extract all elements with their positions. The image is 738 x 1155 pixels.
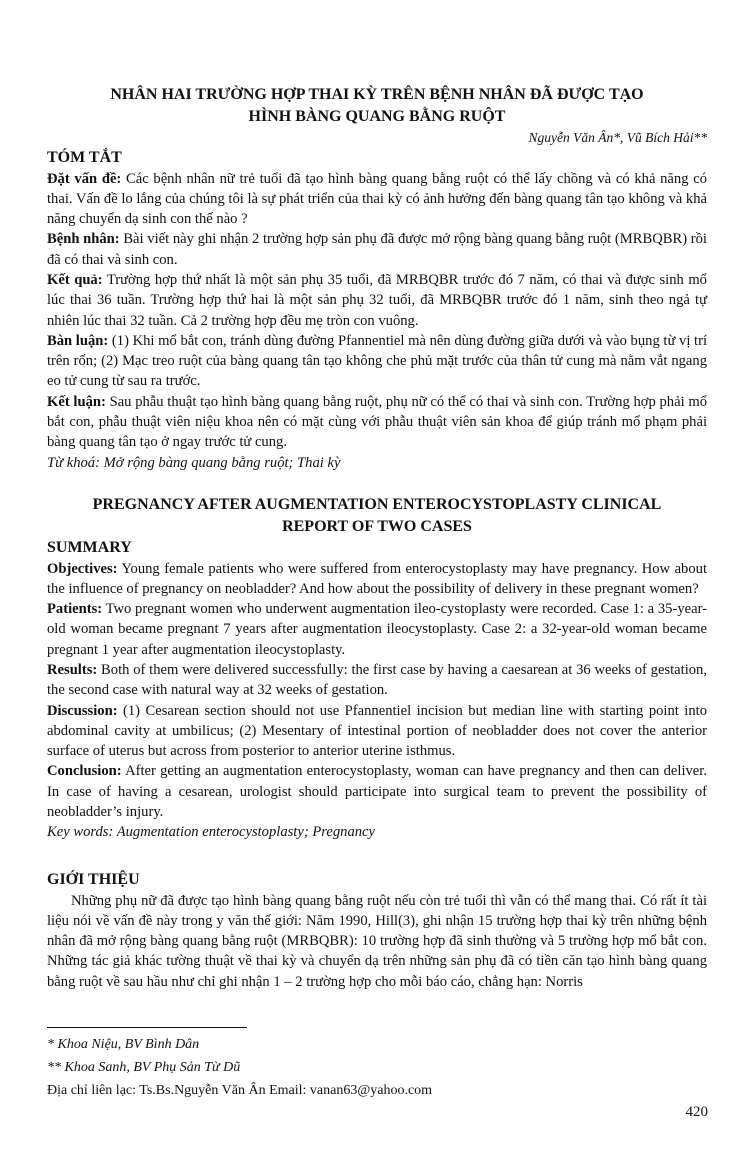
vn-title-line1: NHÂN HAI TRƯỜNG HỢP THAI KỲ TRÊN BỆNH NHÂN ĐÃ ĐƯỢC TẠO	[110, 86, 644, 103]
en-title-line2: REPORT OF TWO CASES	[282, 518, 472, 535]
intro-text: Những phụ nữ đã được tạo hình bàng quang bằng ruột nếu còn trẻ tuổi thì vẫn có thể mang thai. Có rất ít tài liệu nói về vấn đề này trong y văn thế giới: Năm 1990, Hill(3), ghi nhận 15 trường hợp thai kỳ trên những bệnh nhân đã mở rộng bàng quang bằng ruột (MRBQBR): 10 trường hợp đã sinh thường và 5 trường hợp mổ bắt con. Những tác giả khác tường thuật về thai kỳ và chuyển dạ trên những sản phụ đã có tiền căn tạo hình bàng quang bằng ruột về sau hầu như chỉ ghi nhận 1 – 2 trường hợp cho mỗi báo cáo, chẳng hạn: Norris	[47, 892, 707, 990]
section-label: Results:	[47, 661, 98, 678]
en-section	[47, 761, 707, 822]
section-text: Two pregnant women who underwent augmentation ileo-cystoplasty were recorded. Case 1: a 35-year-old woman became pregnant 7 years after augmentation ileocystoplasty. Case 2: a 32-year-old woman became pregnant 1 year after augmentation ileocystoplasty.	[47, 601, 707, 658]
footnote-1: * Khoa Niệu, BV Bình Dân	[47, 1037, 200, 1052]
vn-section	[47, 331, 707, 392]
vn-title-line2: HÌNH BÀNG QUANG BẰNG RUỘT	[248, 108, 506, 125]
contact-info: Địa chỉ liên lạc: Ts.Bs.Nguyễn Văn Ân Email: vanan63@yahoo.com	[47, 1083, 433, 1098]
footnote-2: ** Khoa Sanh, BV Phụ Sản Từ Dũ	[47, 1060, 241, 1075]
vn-section	[47, 392, 707, 453]
section-label: Conclusion:	[47, 763, 122, 780]
section-text: Young female patients who were suffered from enterocystoplasty may have pregnancy. How about the influence of pregnancy on neobladder? And how about the possibility of delivery in these pregnant women?	[47, 560, 707, 597]
vn-section	[47, 169, 707, 230]
section-label: Patients:	[47, 601, 103, 618]
en-title-line1: PREGNANCY AFTER AUGMENTATION ENTEROCYSTOPLASTY CLINICAL	[92, 496, 662, 513]
section-text: (1) Khi mổ bắt con, tránh dùng đường Pfannentiel mà nên dùng đường giữa dưới và vào bụng từ vị trí trên rốn; (2) Mạc treo ruột của bàng quang tân tạo không che phủ mặt trước của thân tử cung mà nằm vắt ngang eo tử cung từ sau ra trước.	[47, 332, 708, 390]
vn-abstract	[47, 148, 707, 473]
en-abstract	[47, 494, 707, 843]
vn-section	[47, 229, 707, 270]
section-label: Objectives:	[47, 560, 118, 577]
section-text: Trường hợp thứ nhất là một sản phụ 35 tuổi, đã MRBQBR trước đó 7 năm, có thai và được sinh mổ lúc thai 36 tuần. Trường hợp thứ hai là một sản phụ 32 tuổi, đã MRBQBR trước đó 1 năm, sinh theo ngả tự nhiên lúc thai 32 tuần. Cả 2 trường hợp đều mẹ tròn con vuông.	[47, 271, 707, 329]
vn-section	[47, 270, 707, 331]
section-label: Đặt vấn đề:	[47, 170, 122, 187]
summary-heading: SUMMARY	[47, 539, 132, 556]
intro	[47, 870, 707, 992]
section-label: Bàn luận:	[47, 332, 109, 349]
section-label: Bệnh nhân:	[47, 231, 120, 248]
page-number: 420	[685, 1104, 708, 1120]
footnotes	[47, 1033, 707, 1102]
section-label: Discussion:	[47, 702, 118, 719]
intro-heading: GIỚI THIỆU	[47, 871, 140, 888]
section-label: Kết quả:	[47, 271, 103, 288]
footnote-divider	[47, 1027, 247, 1028]
en-section	[47, 559, 707, 600]
section-label: Kết luận:	[47, 393, 106, 410]
authors: Nguyễn Văn Ân*, Vũ Bích Hải**	[528, 130, 707, 145]
abstract-heading: TÓM TẮT	[47, 149, 122, 166]
en-section	[47, 701, 707, 762]
en-section	[47, 599, 707, 660]
section-text: Bài viết này ghi nhận 2 trường hợp sản phụ đã được mở rộng bàng quang bằng ruột (MRBQBR) rồi đã có thai và sinh con.	[47, 231, 707, 268]
section-text: Sau phẫu thuật tạo hình bàng quang bằng ruột, phụ nữ có thể có thai và sinh con. Trường hợp phải mổ bắt con, phẫu thuật viên niệu khoa nên có mặt cùng với phẫu thuật viên sản khoa để giúp tránh mổ phạm phải bàng quang tân tạo ở ngay trước tử cung.	[47, 393, 707, 451]
en-section	[47, 660, 707, 701]
section-text: After getting an augmentation enterocystoplasty, woman can have pregnancy and then can deliver. In case of having a cesarean, urologist should participate into surgical team to prevent the possibility of neobladder’s injury.	[47, 763, 707, 821]
vn-header	[47, 84, 707, 148]
en-keywords: Key words: Augmentation enterocystoplasty; Pregnancy	[47, 824, 376, 841]
vn-keywords: Từ khoá: Mở rộng bàng quang bằng ruột; Thai kỳ	[47, 454, 341, 471]
section-text: Both of them were delivered successfully: the first case by having a caesarean at 36 weeks of gestation, the second case with natural way at 32 weeks of gestation.	[47, 661, 707, 699]
section-text: (1) Cesarean section should not use Pfannentiel incision but median line with starting point into abdominal cavity at umbilicus; (2) Mesentary of intestinal portion of neobladder does not cover the anterior surface of uterus but across from posterior to anterior uterine isthmus.	[47, 702, 707, 760]
section-text: Các bệnh nhân nữ trẻ tuổi đã tạo hình bàng quang bằng ruột có thể lấy chồng và có khả năng có thai. Vấn đề lo lắng của chúng tôi là sự phát triển của thai kỳ có ảnh hưởng đến bàng quang tân tạo không và khả năng chuyển dạ sinh con thế nào ?	[47, 170, 707, 228]
